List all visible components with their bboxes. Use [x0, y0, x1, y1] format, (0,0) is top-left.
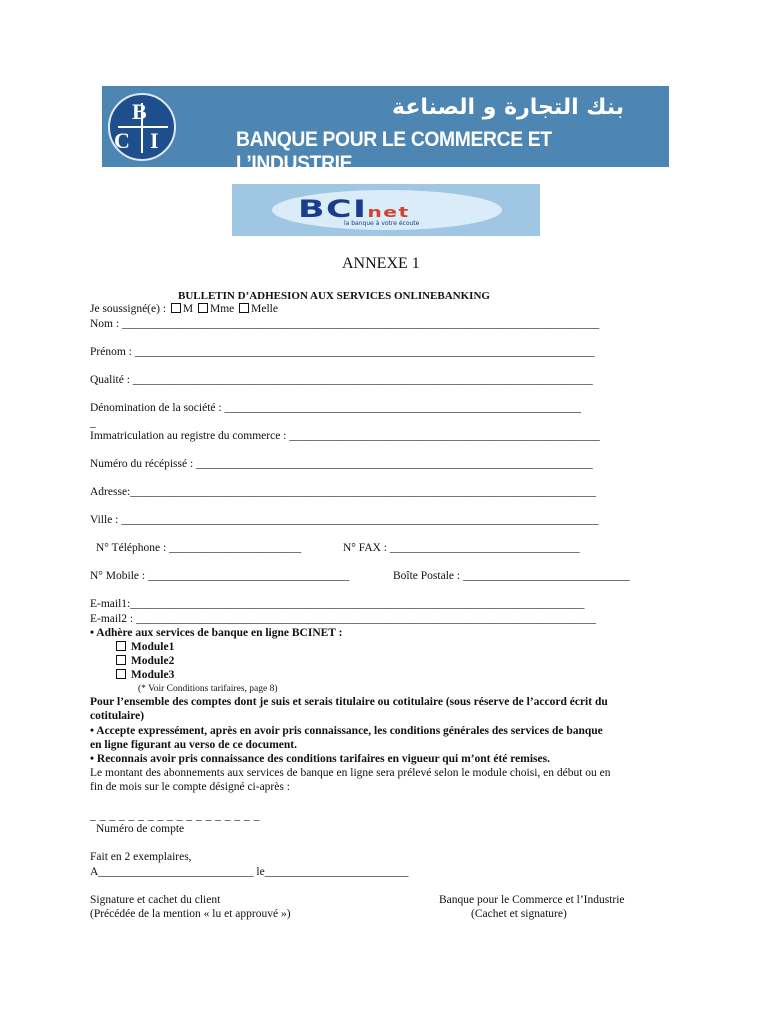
clause-1: Pour l’ensemble des comptes dont je suis et serais titulaire ou cotitulaire (sous réserve de l’accord écrit du [90, 696, 608, 708]
account-number-field[interactable]: _ _ _ _ _ _ _ _ _ _ _ _ _ _ _ _ _ _ [90, 810, 260, 822]
qualite-field[interactable]: Qualité : ________________________________________________________________________________ [90, 374, 593, 386]
clause-2b: en ligne figurant au verso de ce document. [90, 739, 297, 751]
mobile-field[interactable]: N° Mobile : ___________________________________ [90, 570, 350, 582]
module3-option[interactable]: Module3 [114, 669, 174, 681]
prenom-field[interactable]: Prénom : ________________________________________________________________________________ [90, 346, 595, 358]
denomination-field[interactable]: Dénomination de la société : ______________________________________________________________ [90, 402, 581, 414]
tariff-note: (* Voir Conditions tarifaires, page 8) [138, 684, 278, 694]
nom-field[interactable]: Nom : ___________________________________________________________________________________ [90, 318, 600, 330]
clause-4: Le montant des abonnements aux services de banque en ligne sera prélevé selon le module choisi, en début ou en [90, 767, 611, 779]
checkbox-mme[interactable] [198, 303, 208, 313]
adresse-field[interactable]: Adresse:_________________________________________________________________________________ [90, 486, 596, 498]
bcinet-logo: BCInet la banque à votre écoute [232, 184, 540, 236]
checkbox-module3[interactable] [116, 669, 126, 679]
recepisse-field[interactable]: Numéro du récépissé : _____________________________________________________________________ [90, 458, 593, 470]
bulletin-title: BULLETIN D’ADHESION AUX SERVICES ONLINEBANKING [178, 290, 490, 302]
stray-underscore: _ [90, 417, 96, 429]
checkbox-module2[interactable] [116, 655, 126, 665]
clause-2: • Accepte expressément, après en avoir pris connaissance, les conditions générales des services de banque [90, 725, 603, 737]
telephone-field[interactable]: N° Téléphone : _______________________ [96, 542, 302, 554]
boite-postale-field[interactable]: Boîte Postale : _____________________________ [393, 570, 630, 582]
clause-1b: cotitulaire) [90, 710, 145, 722]
checkbox-melle[interactable] [239, 303, 249, 313]
account-number-label: Numéro de compte [96, 823, 185, 835]
bank-signature-label: Banque pour le Commerce et l’Industrie [439, 894, 625, 906]
bank-banner [102, 86, 669, 175]
adhere-line: • Adhère aux services de banque en ligne BCINET : [90, 627, 343, 639]
annex-title: ANNEXE 1 [342, 255, 420, 272]
fait-line: Fait en 2 exemplaires, [90, 851, 192, 863]
bank-cachet-label: (Cachet et signature) [471, 908, 567, 920]
checkbox-module1[interactable] [116, 641, 126, 651]
module2-option[interactable]: Module2 [114, 655, 174, 667]
soussigne-line: Je soussigné(e) : M Mme Melle [90, 303, 278, 315]
mention-label: (Précédée de la mention « lu et approuvé ») [90, 908, 291, 920]
bank-name: BANQUE POUR LE COMMERCE ET L’INDUSTRIE [236, 128, 552, 175]
fax-field[interactable]: N° FAX : _________________________________ [343, 542, 580, 554]
arabic-bank-name: بنك التجارة و الصناعة [392, 95, 625, 120]
ville-field[interactable]: Ville : ___________________________________________________________________________________ [90, 514, 599, 526]
email2-field[interactable]: E-mail2 : ________________________________________________________________________________ [90, 613, 596, 625]
immatriculation-field[interactable]: Immatriculation au registre du commerce : ______________________________________________________ [90, 430, 600, 442]
bci-logo: B C I [108, 93, 176, 161]
email1-field[interactable]: E-mail1:_______________________________________________________________________________ [90, 598, 585, 610]
checkbox-m[interactable] [171, 303, 181, 313]
clause-3: • Reconnais avoir pris connaissance des conditions tarifaires en vigueur qui m’ont été remises. [90, 753, 550, 765]
clause-4b: fin de mois sur le compte désigné ci-après : [90, 781, 290, 793]
place-date-field[interactable]: A___________________________ le_________________________ [90, 866, 409, 878]
client-signature-label: Signature et cachet du client [90, 894, 221, 906]
module1-option[interactable]: Module1 [114, 641, 174, 653]
